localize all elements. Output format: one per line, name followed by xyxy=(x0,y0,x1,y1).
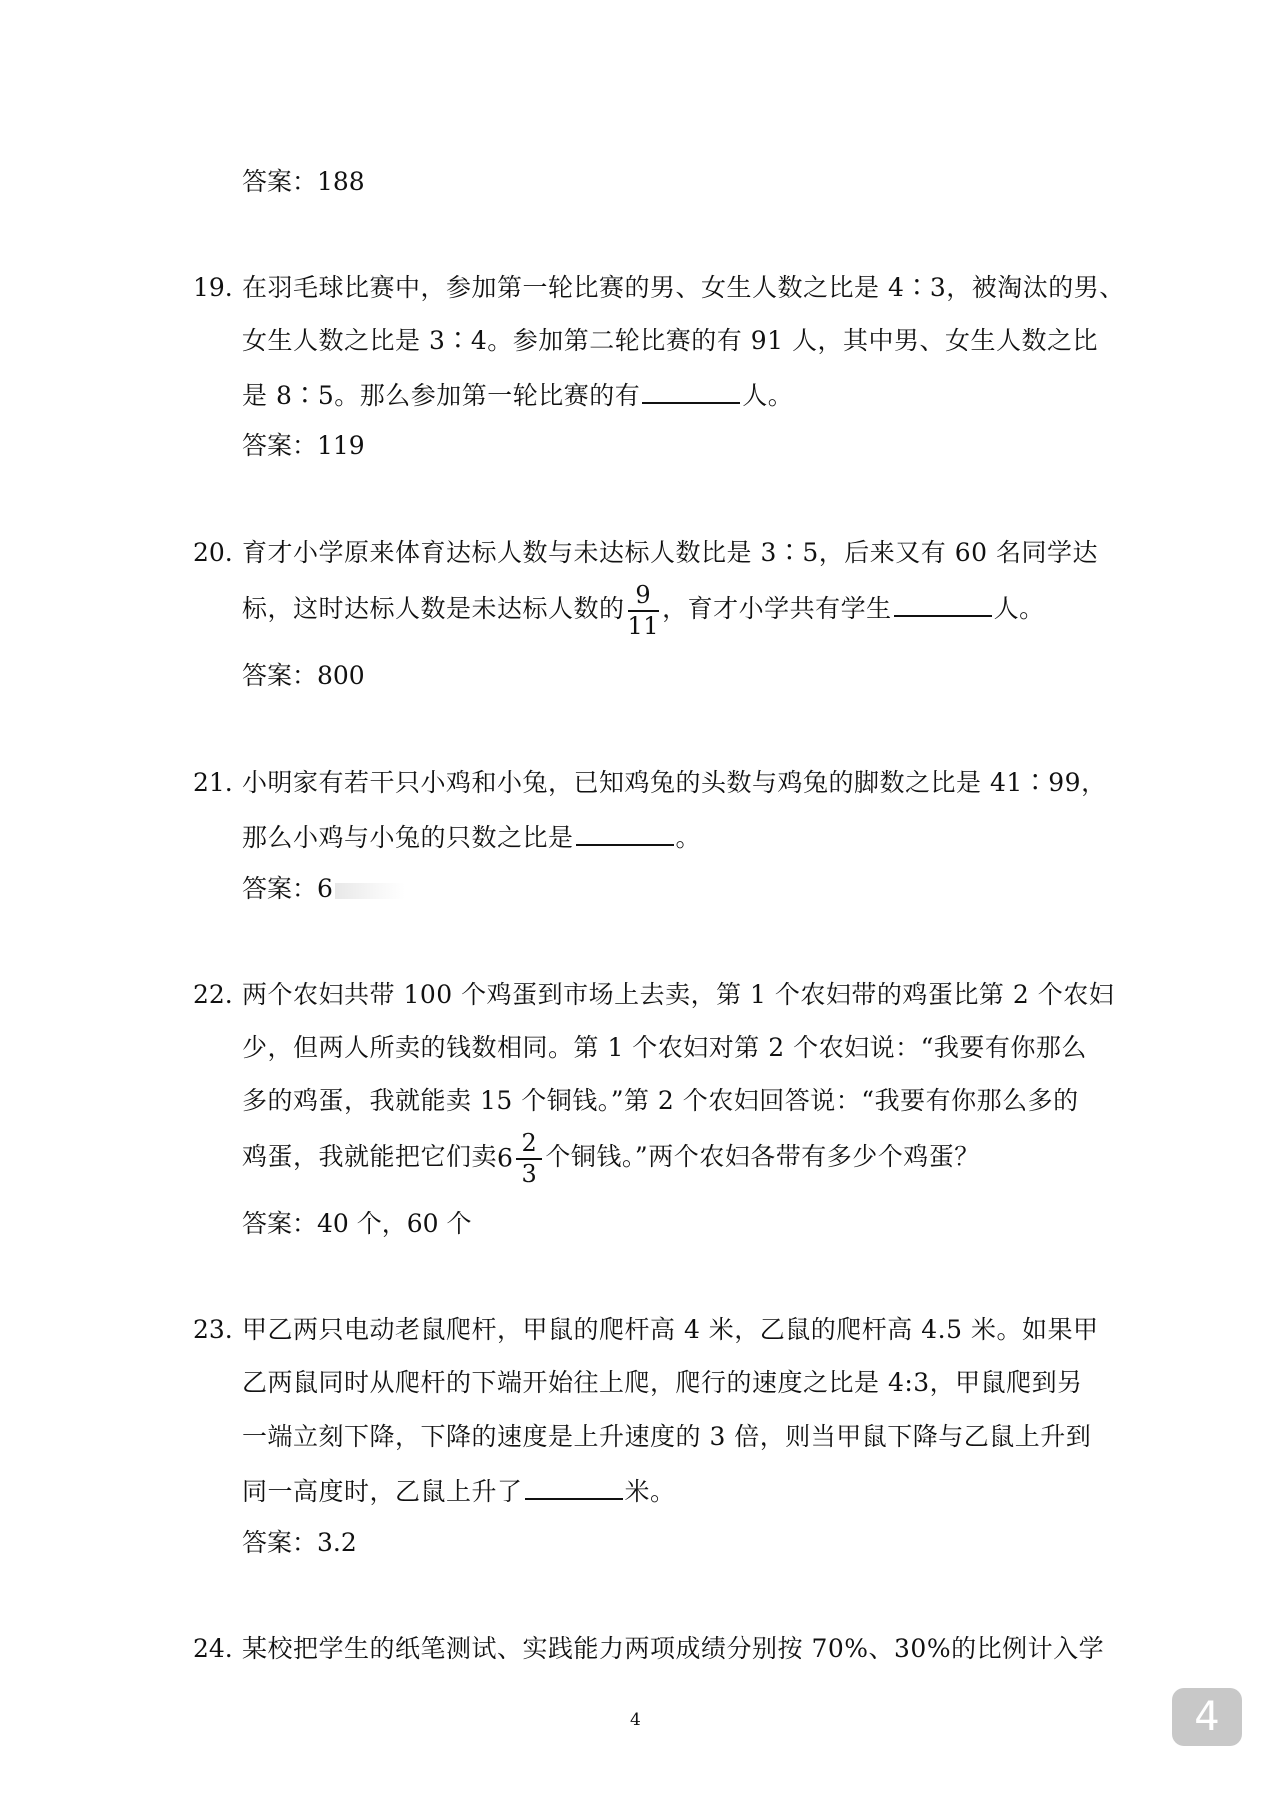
question-22-line-1: 两个农妇共带 100 个鸡蛋到市场上去卖，第 1 个农妇带的鸡蛋比第 2 个农妇 xyxy=(242,980,1115,1009)
question-21-number: 21. xyxy=(193,768,233,797)
fraction xyxy=(516,1131,542,1186)
question-19-line-3 xyxy=(242,378,793,412)
question-22-line-2: 少，但两人所卖的钱数相同。第 1 个农妇对第 2 个农妇说：“我要有你那么 xyxy=(242,1033,1087,1062)
answer-18: 答案：188 xyxy=(242,167,365,196)
answer-21-text: 答案：6 xyxy=(242,874,333,903)
question-23-text: 同一高度时，乙鼠上升了 xyxy=(242,1477,523,1506)
page-number: 4 xyxy=(630,1710,641,1730)
question-20-text-mid: ，育才小学共有学生 xyxy=(662,594,892,623)
fraction xyxy=(628,583,660,638)
question-23-number: 23. xyxy=(193,1315,233,1344)
mixed-number-whole: 6 xyxy=(497,1143,514,1173)
fraction-numerator: 2 xyxy=(521,1129,538,1157)
fraction-numerator: 9 xyxy=(635,581,652,609)
question-23-line-4 xyxy=(242,1474,676,1508)
question-23-text-end: 米。 xyxy=(624,1477,676,1506)
answer-19: 答案：119 xyxy=(242,431,365,460)
question-23-line-3: 一端立刻下降，下降的速度是上升速度的 3 倍，则当甲鼠下降与乙鼠上升到 xyxy=(242,1422,1092,1451)
question-19-text-end: 人。 xyxy=(742,381,794,410)
question-21-line-2 xyxy=(242,820,701,854)
fraction-denominator: 11 xyxy=(627,612,660,640)
question-23-line-2: 乙两鼠同时从爬杆的下端开始往上爬，爬行的速度之比是 4:3，甲鼠爬到另 xyxy=(242,1368,1083,1397)
question-24-line-1: 某校把学生的纸笔测试、实践能力两项成绩分别按 70%、30%的比例计入学 xyxy=(242,1634,1105,1663)
question-20-line-1: 育才小学原来体育达标人数与未达标人数比是 3∶5，后来又有 60 名同学达 xyxy=(242,538,1098,567)
question-22-text-end: 个铜钱。”两个农妇各带有多少个鸡蛋？ xyxy=(545,1142,980,1171)
question-24-number: 24. xyxy=(193,1634,233,1663)
question-21-text: 那么小鸡与小兔的只数之比是 xyxy=(242,823,574,852)
answer-blank[interactable] xyxy=(525,1474,623,1500)
question-20-text: 标，这时达标人数是未达标人数的 xyxy=(242,594,625,623)
question-20-line-2 xyxy=(242,583,1045,638)
answer-blank[interactable] xyxy=(576,820,674,846)
answer-blank[interactable] xyxy=(894,591,992,617)
answer-blank[interactable] xyxy=(642,378,740,404)
question-22-number: 22. xyxy=(193,980,233,1009)
question-19-text: 是 8∶5。那么参加第一轮比赛的有 xyxy=(242,381,641,410)
question-19-line-2: 女生人数之比是 3∶4。参加第二轮比赛的有 91 人，其中男、女生人数之比 xyxy=(242,326,1098,355)
question-19-line-1: 在羽毛球比赛中，参加第一轮比赛的男、女生人数之比是 4∶3，被淘汰的男、 xyxy=(242,273,1125,302)
smudge-mark xyxy=(335,883,405,899)
answer-22: 答案：40 个，60 个 xyxy=(242,1209,472,1238)
question-22-line-3: 多的鸡蛋，我就能卖 15 个铜钱。”第 2 个农妇回答说：“我要有你那么多的 xyxy=(242,1086,1079,1115)
question-22-line-4 xyxy=(242,1131,980,1186)
answer-21 xyxy=(242,873,405,905)
question-21-line-1: 小明家有若干只小鸡和小兔，已知鸡兔的头数与鸡兔的脚数之比是 41∶99， xyxy=(242,768,1107,797)
answer-23: 答案：3.2 xyxy=(242,1528,357,1557)
fraction-denominator: 3 xyxy=(521,1160,538,1188)
question-23-line-1: 甲乙两只电动老鼠爬杆，甲鼠的爬杆高 4 米，乙鼠的爬杆高 4.5 米。如果甲 xyxy=(242,1315,1099,1344)
question-22-text: 鸡蛋，我就能把它们卖 xyxy=(242,1142,498,1171)
answer-20: 答案：800 xyxy=(242,661,365,690)
question-19-number: 19. xyxy=(193,273,233,302)
page-indicator-badge: 4 xyxy=(1172,1688,1242,1746)
question-21-text-end: 。 xyxy=(675,823,702,852)
question-20-number: 20. xyxy=(193,538,233,567)
question-20-text-end: 人。 xyxy=(993,594,1045,623)
